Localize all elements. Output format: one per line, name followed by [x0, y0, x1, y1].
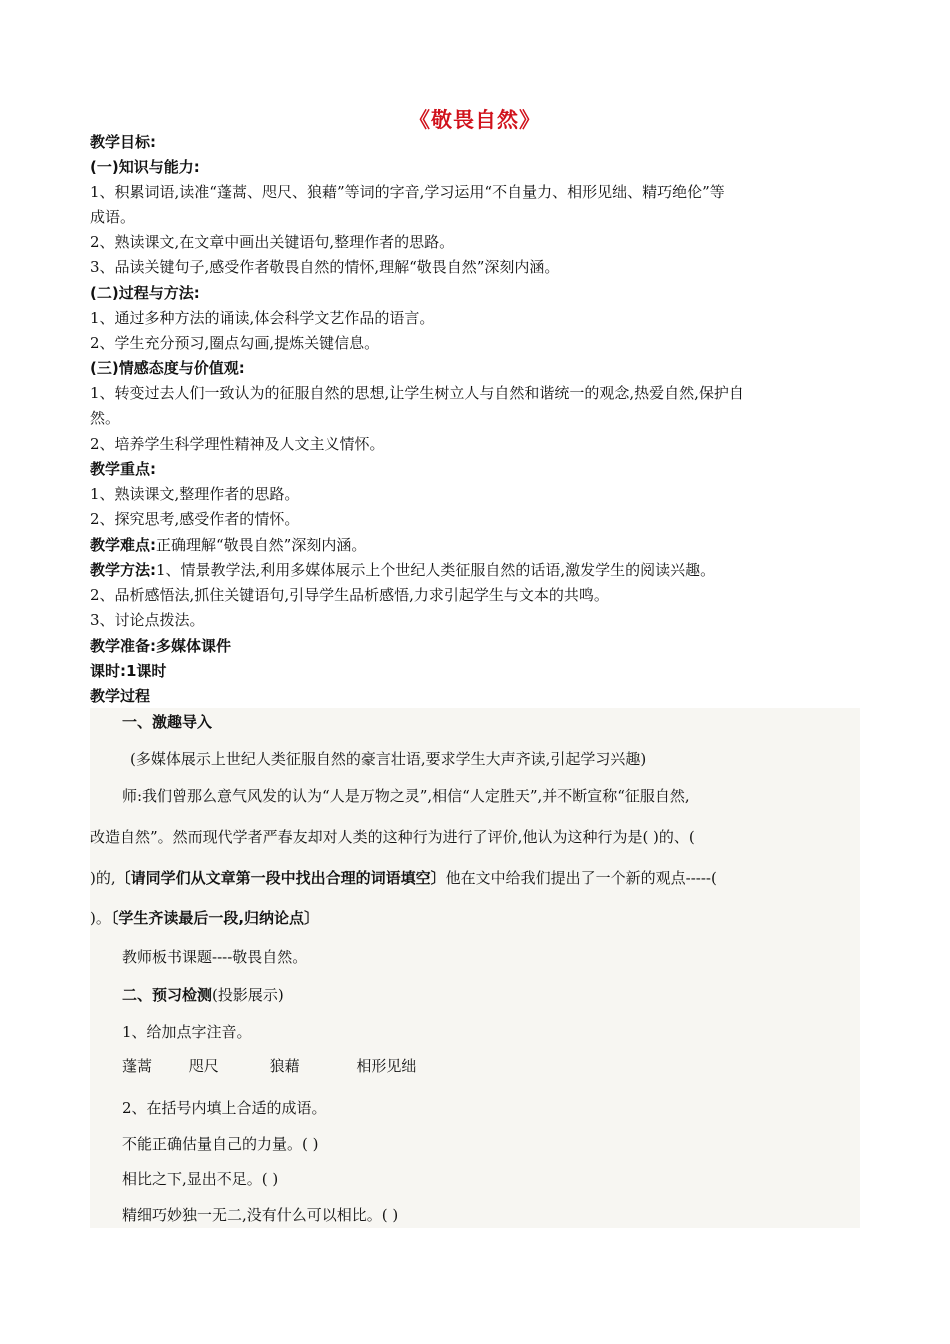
- word-langji: 狼藉: [269, 1057, 300, 1075]
- part2-question1: 1、给加点字注音。: [122, 1023, 252, 1041]
- document-title: 《敬畏自然》: [409, 108, 541, 132]
- key-point-2: 2、探究思考,感受作者的情怀。: [90, 510, 300, 528]
- part2-question2-c: 精细巧妙独一无二,没有什么可以相比。( ): [122, 1206, 399, 1224]
- process-heading: 教学过程: [90, 687, 151, 705]
- method-line: [90, 560, 860, 580]
- section2-item1: 1、通过多种方法的诵读,体会科学文艺作品的语言。: [90, 309, 435, 327]
- part1-teacher-line3: [90, 868, 860, 888]
- word-xiangxingjianchu: 相形见绌: [356, 1057, 417, 1075]
- section2-item2: 2、学生充分预习,圈点勾画,提炼关键信息。: [90, 334, 380, 352]
- part1-line4-instruction: 〔学生齐读最后一段,归纳论点〕: [110, 909, 320, 927]
- section3-item2: 2、培养学生科学理性精神及人文主义情怀。: [90, 435, 385, 453]
- part1-line3-instruction: 〔请同学们从文章第一段中找出合理的词语填空〕: [115, 869, 446, 887]
- key-point-1: 1、熟读课文,整理作者的思路。: [90, 485, 300, 503]
- class-hours: 课时:1课时: [90, 662, 167, 680]
- part1-board: 教师板书课题----敬畏自然。: [122, 948, 308, 966]
- key-points-heading: 教学重点:: [90, 460, 156, 478]
- part2-question2: 2、在括号内填上合适的成语。: [122, 1099, 327, 1117]
- method-item-3: 3、讨论点拨法。: [90, 611, 205, 629]
- part2-question2-a: 不能正确估量自己的力量。( ): [122, 1135, 319, 1153]
- part2-heading-line: [122, 985, 860, 1005]
- section3-heading: (三)情感态度与价值观:: [90, 359, 245, 377]
- section1-heading: (一)知识与能力:: [90, 158, 200, 176]
- part1-line4-a: )。: [90, 909, 111, 927]
- part1-teacher-line1: 师:我们曾那么意气风发的认为“人是万物之灵”,相信“人定胜天”,并不断宣称“征服自然,: [122, 787, 690, 805]
- part1-teacher-line4: [90, 908, 860, 928]
- section1-item2: 2、熟读课文,在文章中画出关键语句,整理作者的思路。: [90, 233, 455, 251]
- part1-heading: 一、激趣导入: [122, 713, 213, 731]
- method-text: 1、情景教学法,利用多媒体展示上个世纪人类征服自然的话语,激发学生的阅读兴趣。: [156, 561, 716, 579]
- part2-heading: 二、预习检测: [122, 986, 213, 1004]
- part2-note: (投影展示): [212, 986, 284, 1004]
- preparation: 教学准备:多媒体课件: [90, 637, 231, 655]
- part1-note: (多媒体展示上世纪人类征服自然的豪言壮语,要求学生大声齐读,引起学习兴趣): [130, 750, 647, 768]
- goals-heading: 教学目标:: [90, 133, 156, 151]
- section3-item1: 1、转变过去人们一致认为的征服自然的思想,让学生树立人与自然和谐统一的观念,热爱自然,保护自: [90, 384, 744, 402]
- part1-line3-c: 他在文中给我们提出了一个新的观点-----(: [445, 869, 717, 887]
- section1-item1-cont: 成语。: [90, 208, 136, 226]
- method-label: 教学方法:: [90, 561, 156, 579]
- word-zhichi: 咫尺: [188, 1057, 219, 1075]
- section1-item3: 3、品读关键句子,感受作者敬畏自然的情怀,理解“敬畏自然”深刻内涵。: [90, 258, 560, 276]
- part2-question2-b: 相比之下,显出不足。( ): [122, 1170, 279, 1188]
- section1-item1: 1、积累词语,读准“蓬蒿、咫尺、狼藉”等词的字音,学习运用“不自量力、相形见绌、精巧绝伦”等: [90, 183, 725, 201]
- difficulty-line: [90, 535, 860, 555]
- word-penghao: 蓬蒿: [122, 1057, 153, 1075]
- difficulty-label: 教学难点:: [90, 536, 156, 554]
- pinyin-word-list: [122, 1056, 860, 1076]
- method-item-2: 2、品析感悟法,抓住关键语句,引导学生品析感悟,力求引起学生与文本的共鸣。: [90, 586, 609, 604]
- part1-teacher-line2: 改造自然”。然而现代学者严春友却对人类的这种行为进行了评价,他认为这种行为是( )的、(: [90, 828, 695, 846]
- section2-heading: (二)过程与方法:: [90, 284, 200, 302]
- part1-line3-a: )的,: [90, 869, 116, 887]
- section3-item1-cont: 然。: [90, 409, 121, 427]
- difficulty-text: 正确理解“敬畏自然”深刻内涵。: [156, 536, 367, 554]
